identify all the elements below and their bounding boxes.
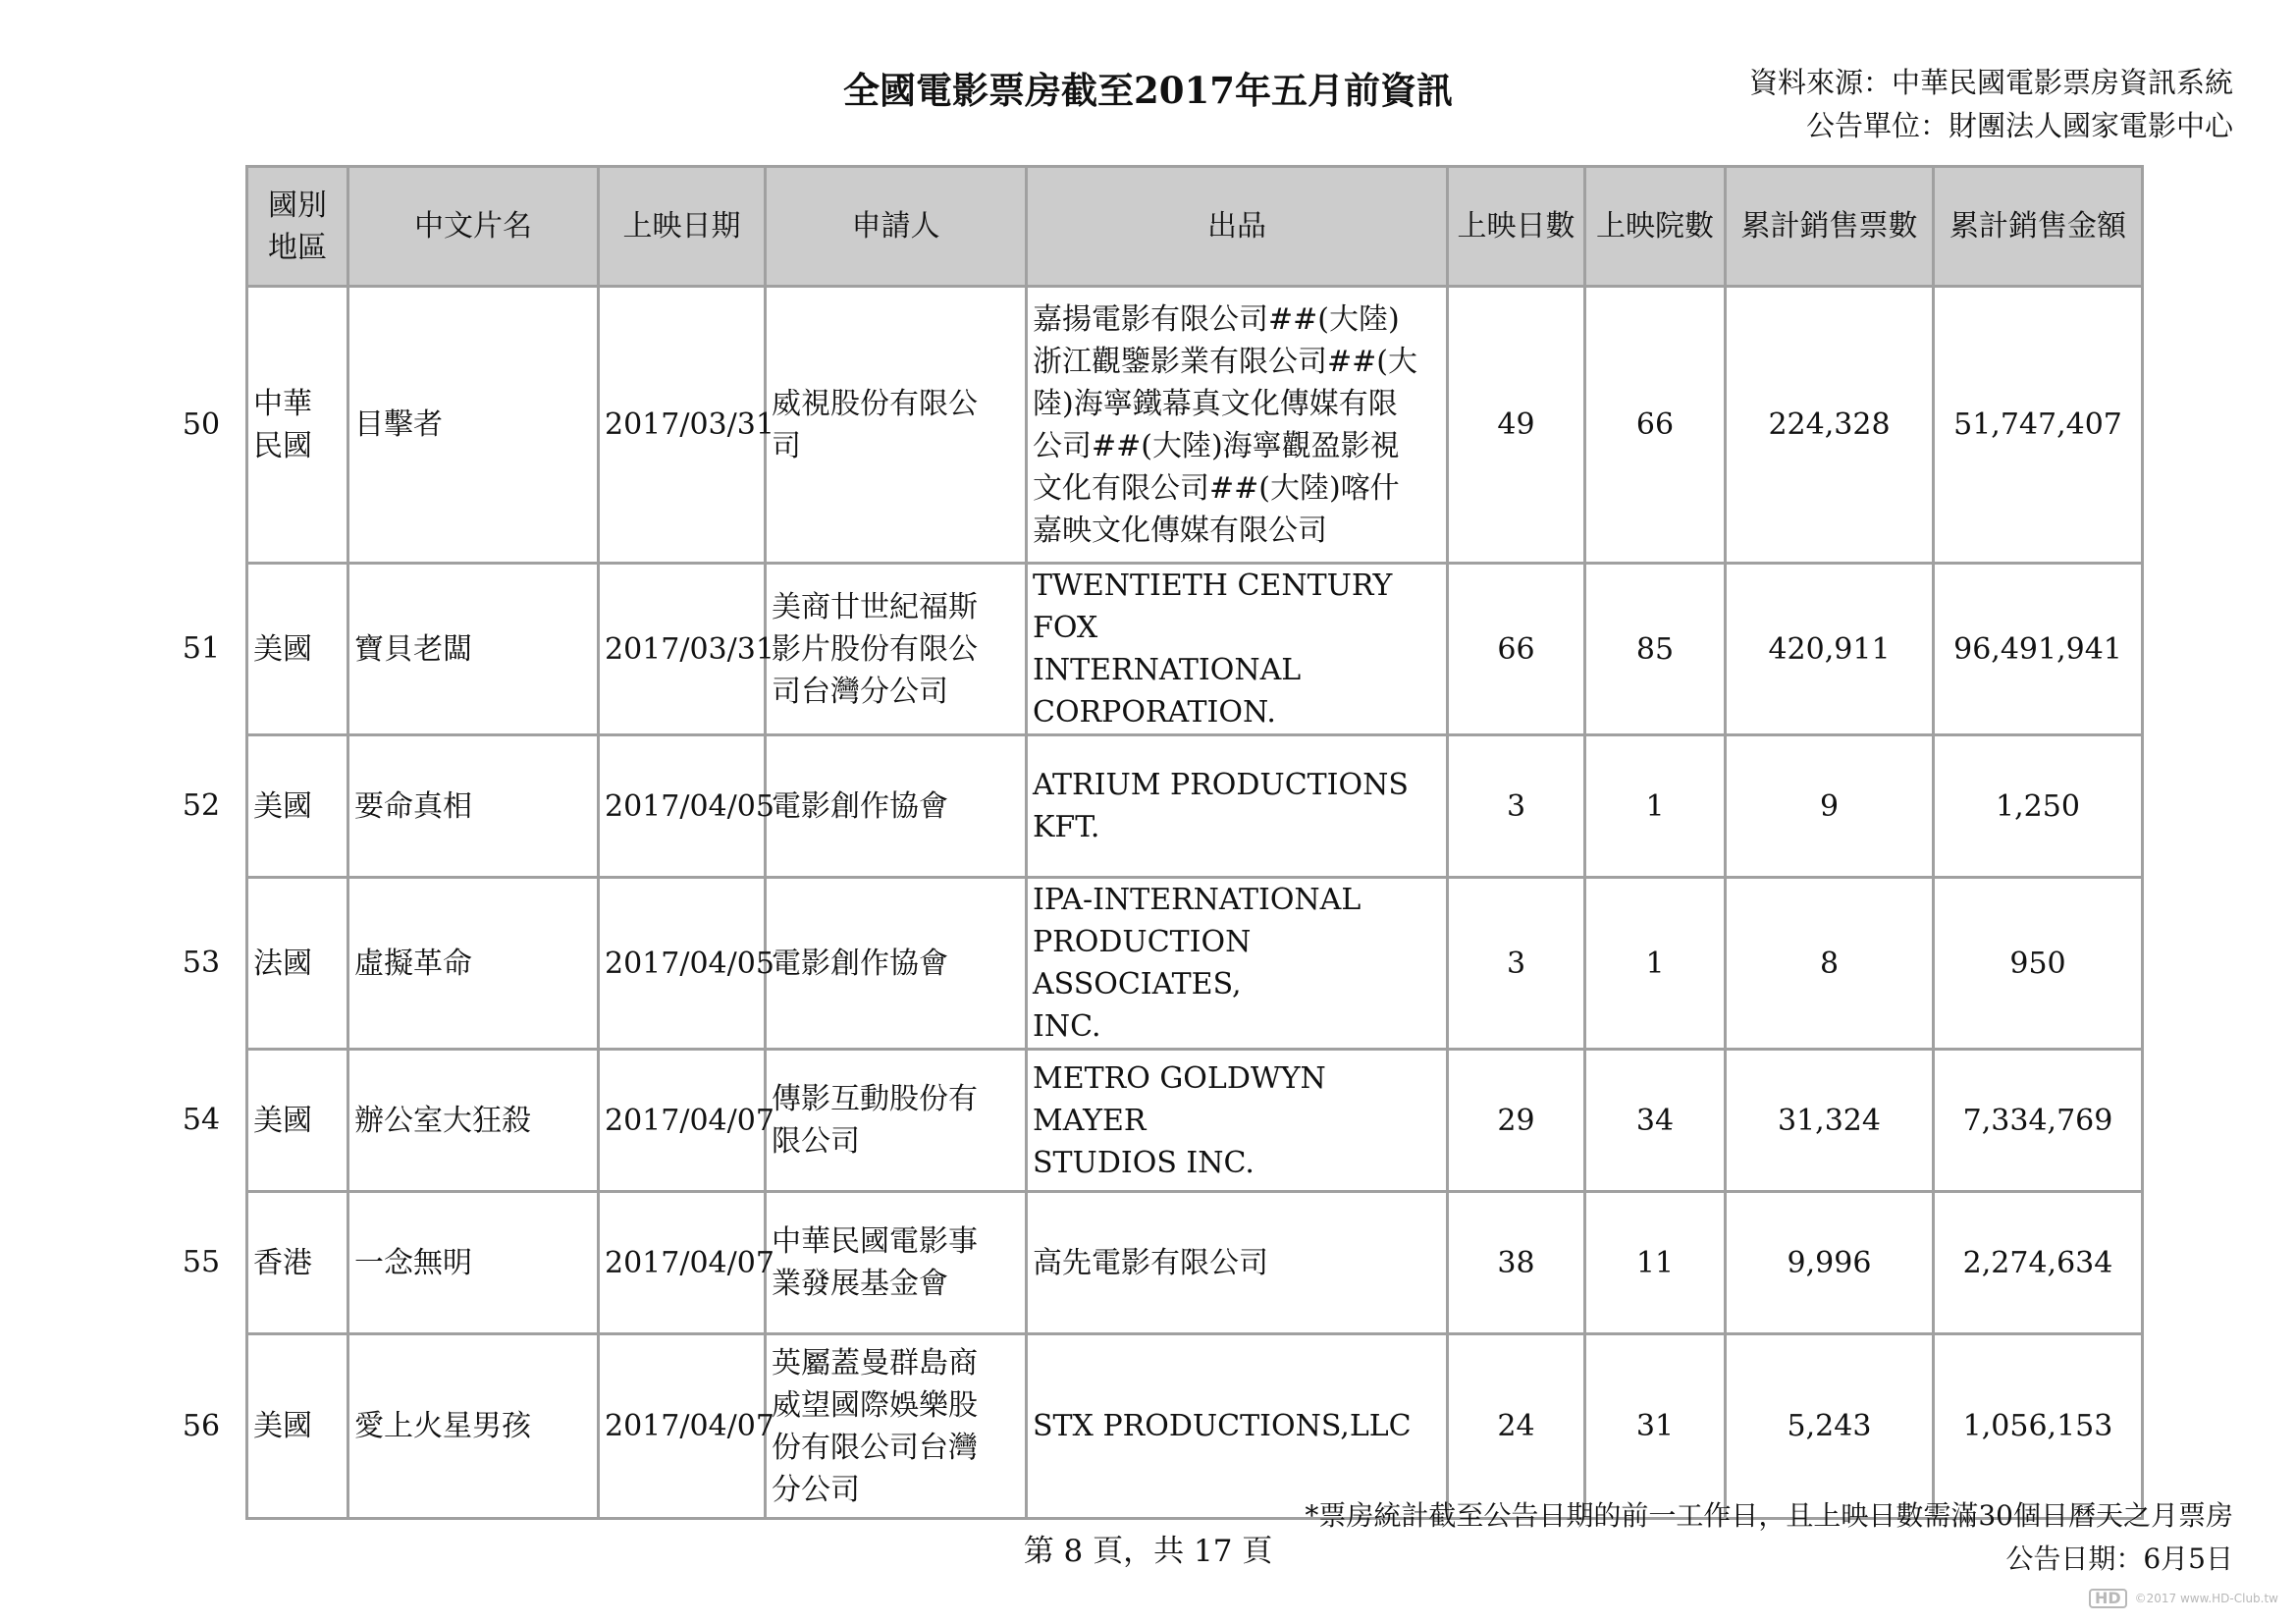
cell-applicant: 電影創作協會 <box>766 735 1027 878</box>
col-header: 上映日期 <box>599 167 766 287</box>
cell-region: 中華 民國 <box>247 287 348 564</box>
cell-tickets: 420,911 <box>1726 564 1934 735</box>
cell-date: 2017/03/31 <box>599 564 766 735</box>
col-header: 累計銷售票數 <box>1726 167 1934 287</box>
cell-theaters: 34 <box>1585 1050 1726 1192</box>
cell-applicant: 電影創作協會 <box>766 878 1027 1050</box>
footnote-text: *票房統計截至公告日期的前一工作日，且上映日數需滿30個日曆天之月票房 <box>1305 1499 2233 1532</box>
cell-title: 辦公室大狂殺 <box>348 1050 599 1192</box>
row-number: 55 <box>182 1245 221 1279</box>
row-number: 54 <box>182 1103 221 1137</box>
box-office-table <box>245 165 2144 1520</box>
cell-producer: ATRIUM PRODUCTIONS KFT. <box>1027 735 1448 878</box>
col-header: 出品 <box>1027 167 1448 287</box>
cell-region: 法國 <box>247 878 348 1050</box>
cell-date: 2017/03/31 <box>599 287 766 564</box>
watermark <box>2089 1589 2278 1608</box>
cell-date: 2017/04/07 <box>599 1050 766 1192</box>
table-row <box>247 1192 2143 1334</box>
cell-theaters: 11 <box>1585 1192 1726 1334</box>
table-row <box>247 1334 2143 1519</box>
publisher: 公告單位：財團法人國家電影中心 <box>1805 109 2233 142</box>
col-header: 上映院數 <box>1585 167 1726 287</box>
cell-days: 66 <box>1448 564 1585 735</box>
cell-applicant: 美商廿世紀福斯 影片股份有限公 司台灣分公司 <box>766 564 1027 735</box>
col-header: 上映日數 <box>1448 167 1585 287</box>
cell-tickets: 8 <box>1726 878 1934 1050</box>
table-header-row <box>247 167 2143 287</box>
cell-producer: 嘉揚電影有限公司##(大陸) 浙江觀鑒影業有限公司##(大 陸)海寧鐵幕真文化傳媒有限 公司##(大陸)海寧觀盈影視 文化有限公司##(大陸)喀什 嘉映文化傳媒有限公司 <box>1027 287 1448 564</box>
watermark-logo: HD <box>2089 1589 2127 1608</box>
cell-producer: TWENTIETH CENTURY FOX INTERNATIONAL CORPORATION. <box>1027 564 1448 735</box>
cell-date: 2017/04/05 <box>599 878 766 1050</box>
cell-days: 29 <box>1448 1050 1585 1192</box>
cell-region: 美國 <box>247 1050 348 1192</box>
cell-days: 24 <box>1448 1334 1585 1519</box>
cell-theaters: 66 <box>1585 287 1726 564</box>
announce-date: 公告日期：6月5日 <box>2005 1543 2233 1575</box>
cell-theaters: 1 <box>1585 735 1726 878</box>
cell-tickets: 224,328 <box>1726 287 1934 564</box>
cell-date: 2017/04/07 <box>599 1192 766 1334</box>
cell-producer: STX PRODUCTIONS,LLC <box>1027 1334 1448 1519</box>
row-number: 53 <box>182 946 221 980</box>
table-row <box>247 564 2143 735</box>
cell-applicant: 中華民國電影事 業發展基金會 <box>766 1192 1027 1334</box>
cell-days: 38 <box>1448 1192 1585 1334</box>
cell-applicant: 英屬蓋曼群島商 威望國際娛樂股 份有限公司台灣 分公司 <box>766 1334 1027 1519</box>
col-header: 申請人 <box>766 167 1027 287</box>
col-header: 中文片名 <box>348 167 599 287</box>
source-info <box>1749 61 2233 147</box>
cell-region: 美國 <box>247 1334 348 1519</box>
cell-region: 美國 <box>247 735 348 878</box>
cell-title: 要命真相 <box>348 735 599 878</box>
row-number: 52 <box>182 788 221 823</box>
cell-title: 一念無明 <box>348 1192 599 1334</box>
table-row <box>247 287 2143 564</box>
page-title: 全國電影票房截至2017年五月前資訊 <box>843 69 1453 112</box>
cell-revenue: 1,056,153 <box>1934 1334 2143 1519</box>
cell-days: 49 <box>1448 287 1585 564</box>
table-row <box>247 878 2143 1050</box>
cell-theaters: 31 <box>1585 1334 1726 1519</box>
row-number: 51 <box>182 631 221 666</box>
cell-producer: METRO GOLDWYN MAYER STUDIOS INC. <box>1027 1050 1448 1192</box>
cell-revenue: 950 <box>1934 878 2143 1050</box>
cell-days: 3 <box>1448 735 1585 878</box>
cell-revenue: 51,747,407 <box>1934 287 2143 564</box>
data-source: 資料來源：中華民國電影票房資訊系統 <box>1748 66 2233 99</box>
cell-applicant: 威視股份有限公 司 <box>766 287 1027 564</box>
row-number: 50 <box>182 406 221 442</box>
cell-days: 3 <box>1448 878 1585 1050</box>
cell-tickets: 5,243 <box>1726 1334 1934 1519</box>
row-number: 56 <box>182 1408 221 1443</box>
cell-revenue: 2,274,634 <box>1934 1192 2143 1334</box>
cell-producer: 高先電影有限公司 <box>1027 1192 1448 1334</box>
table-row <box>247 1050 2143 1192</box>
cell-revenue: 1,250 <box>1934 735 2143 878</box>
cell-region: 香港 <box>247 1192 348 1334</box>
cell-title: 虛擬革命 <box>348 878 599 1050</box>
cell-date: 2017/04/05 <box>599 735 766 878</box>
cell-tickets: 31,324 <box>1726 1050 1934 1192</box>
cell-theaters: 85 <box>1585 564 1726 735</box>
cell-theaters: 1 <box>1585 878 1726 1050</box>
cell-tickets: 9 <box>1726 735 1934 878</box>
page-indicator: 第 8 頁，共 17 頁 <box>1023 1534 1273 1569</box>
cell-revenue: 96,491,941 <box>1934 564 2143 735</box>
cell-date: 2017/04/07 <box>599 1334 766 1519</box>
cell-region: 美國 <box>247 564 348 735</box>
cell-tickets: 9,996 <box>1726 1192 1934 1334</box>
col-header: 累計銷售金額 <box>1934 167 2143 287</box>
table-row <box>247 735 2143 878</box>
cell-applicant: 傳影互動股份有 限公司 <box>766 1050 1027 1192</box>
cell-producer: IPA-INTERNATIONAL PRODUCTION ASSOCIATES, INC. <box>1027 878 1448 1050</box>
col-header: 國別 地區 <box>247 167 348 287</box>
cell-title: 寶貝老闆 <box>348 564 599 735</box>
cell-title: 愛上火星男孩 <box>348 1334 599 1519</box>
watermark-text: ©2017 www.HD-Club.tw <box>2134 1592 2278 1605</box>
cell-title: 目擊者 <box>348 287 599 564</box>
cell-revenue: 7,334,769 <box>1934 1050 2143 1192</box>
